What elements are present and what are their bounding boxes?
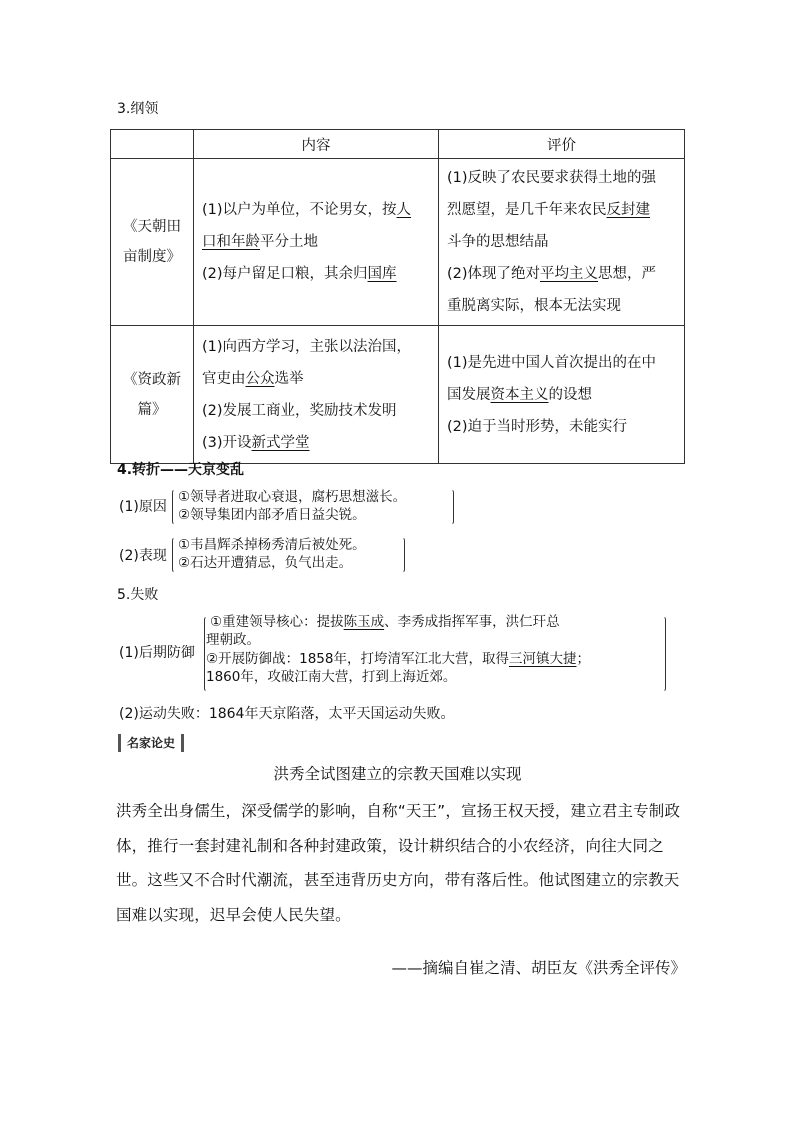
eval-line: (1)反映了农民要求获得土地的强: [447, 170, 657, 186]
commentary-source: ——摘编自崔之清、胡臣友《洪秀全评传》: [391, 959, 686, 977]
eval-line: (2)迫于当时形势，未能实行: [447, 418, 628, 435]
content-line: 官吏由公众选举: [202, 370, 304, 387]
table-header-empty: [111, 130, 194, 159]
defense-line: ②开展防御战：1858年，打垮清军江北大营，取得三河镇大捷；: [206, 651, 590, 667]
right-brace: [659, 616, 666, 692]
section-5-title: 5.失败: [117, 587, 159, 603]
content-line: (1)向西方学习，主张以法治国，: [202, 338, 412, 355]
evaluation-cell: [439, 326, 685, 464]
eval-line: (2)体现了绝对平均主义思想，严: [447, 266, 657, 282]
underlined-term: 人: [396, 202, 412, 218]
row-title-line: 篇》: [137, 401, 167, 418]
eval-line: (1)是先进中国人首次提出的在中: [447, 354, 657, 371]
cause-item: ①领导者进取心衰退，腐朽思想滋长。: [178, 489, 407, 505]
cause-item: ②领导集团内部矛盾日益尖锐。: [178, 507, 366, 523]
underlined-term: 新式学堂: [251, 434, 310, 451]
table-header-content: 内容: [194, 130, 439, 159]
row-title-line: 《资政新: [123, 371, 181, 388]
table-header-evaluation: 评价: [439, 130, 685, 159]
commentary-body: 洪秀全出身儒生，深受儒学的影响，自称“天王”，宣扬王权天授，建立君主专制政体，推行一套封建礼制和各种封建政策，设计耕织结合的小农经济，向往大同之世。这些又不合时代潮流，甚至违背历史方向，带有落后性。他试图建立的宗教天国难以实现，迟早会使人民失望。: [116, 802, 681, 924]
cause-label: (1)原因: [119, 499, 167, 515]
row-title-cell: [111, 159, 194, 326]
failure-line: (2)运动失败：1864年天京陷落，太平天国运动失败。: [119, 706, 455, 722]
table-row: [111, 326, 685, 464]
underlined-term: 资本主义: [490, 386, 549, 403]
content-cell: [194, 326, 439, 464]
commentary-title: 洪秀全试图建立的宗教天国难以实现: [273, 765, 522, 783]
defense-line: 理朝政。: [206, 632, 260, 648]
row-title-line: 亩制度》: [123, 249, 181, 265]
defense-line: ①重建领导核心：提拔陈玉成、李秀成指挥军事，洪仁玕总: [210, 614, 560, 630]
underlined-term: 口和年龄: [202, 234, 260, 250]
underlined-term: 公众: [245, 370, 275, 387]
content-line: (3)开设新式学堂: [202, 434, 310, 451]
row-title-line: 《天朝田: [123, 219, 181, 235]
eval-line: 斗争的思想结晶: [447, 234, 549, 250]
defense-label: (1)后期防御: [119, 645, 195, 661]
eval-line: 重脱离实际，根本无法实现: [447, 298, 621, 314]
underlined-term: 平均主义: [540, 266, 599, 282]
underlined-term: 国库: [367, 266, 397, 282]
evaluation-cell: [439, 159, 685, 326]
manifestation-item: ①韦昌辉杀掉杨秀清后被处死。: [178, 537, 366, 553]
underlined-term: 反封建: [606, 202, 650, 218]
eval-line: 国发展资本主义的设想: [447, 386, 592, 403]
manifestation-label: (2)表现: [119, 548, 167, 564]
manifestation-item: ②石达开遭猜忌，负气出走。: [178, 555, 353, 571]
underlined-term: 三河镇大捷: [508, 651, 577, 667]
section-3-title: 3.纲领: [117, 101, 159, 117]
program-table: [110, 129, 685, 464]
right-brace: [398, 537, 405, 573]
row-title-cell: [111, 326, 194, 464]
table-header-row: [111, 130, 685, 159]
content-line: (1)以户为单位，不论男女，按人: [202, 202, 412, 218]
defense-line: 1860年，攻破江南大营，打到上海近郊。: [206, 669, 457, 685]
content-line: 口和年龄平分土地: [202, 234, 318, 250]
right-brace: [447, 489, 454, 525]
content-line: (2)发展工商业，奖励技术发明: [202, 402, 397, 419]
table-row: [111, 159, 685, 326]
content-cell: [194, 159, 439, 326]
commentary-tag: 名家论史: [118, 734, 184, 752]
underlined-term: 陈玉成: [343, 614, 385, 630]
content-line: (2)每户留足口粮，其余归国库: [202, 266, 397, 282]
section-4-title: 4.转折——天京变乱: [117, 462, 245, 478]
eval-line: 烈愿望，是几千年来农民反封建: [447, 202, 650, 218]
